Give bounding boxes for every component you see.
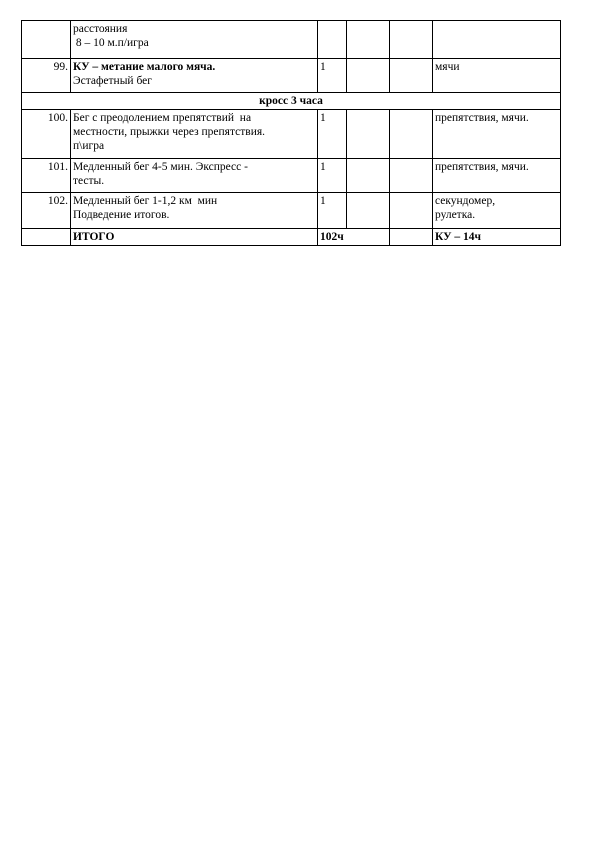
hours-cell: 1 xyxy=(318,110,347,159)
equipment-cell: секундомер, рулетка. xyxy=(433,193,561,229)
topic-line: Эстафетный бег xyxy=(73,75,152,87)
topic-line: КУ – метание малого мяча. xyxy=(73,61,216,73)
table-row xyxy=(22,159,561,193)
total-label: ИТОГО xyxy=(71,229,318,246)
table-row xyxy=(22,59,561,93)
topic-line: тесты. xyxy=(73,175,105,187)
table-row xyxy=(22,193,561,229)
lesson-topic xyxy=(71,159,318,193)
lesson-number: 101. xyxy=(22,159,71,193)
total-control-lessons: КУ – 14ч xyxy=(433,229,561,246)
hours-cell: 1 xyxy=(318,193,347,229)
date-fact-cell xyxy=(390,59,433,93)
topic-line: Подведение итогов. xyxy=(73,209,170,221)
date-fact-cell xyxy=(390,110,433,159)
date-plan-cell xyxy=(347,59,390,93)
table-row xyxy=(22,21,561,59)
lesson-number xyxy=(22,21,71,59)
section-row xyxy=(22,93,561,110)
date-fact-cell xyxy=(390,159,433,193)
date-plan-cell xyxy=(347,21,390,59)
topic-line: Медленный бег 1-1,2 км мин xyxy=(73,195,218,207)
date-plan-cell xyxy=(347,110,390,159)
hours-cell xyxy=(318,21,347,59)
date-plan-cell xyxy=(347,193,390,229)
hours-cell: 1 xyxy=(318,59,347,93)
total-row xyxy=(22,229,561,246)
lesson-number: 100. xyxy=(22,110,71,159)
topic-line: п\игра xyxy=(73,140,105,152)
lesson-number: 102. xyxy=(22,193,71,229)
topic-line: расстояния xyxy=(73,23,128,35)
topic-line: Медленный бег 4-5 мин. Экспресс - xyxy=(73,161,248,173)
date-fact-cell xyxy=(390,229,433,246)
topic-line: Бег с преодолением препятствий на xyxy=(73,112,252,124)
section-title: кросс 3 часа xyxy=(22,93,561,110)
lesson-topic xyxy=(71,59,318,93)
topic-line: местности, прыжки через препятствия. xyxy=(73,126,266,138)
lesson-number: 99. xyxy=(22,59,71,93)
equipment-cell: препятствия, мячи. xyxy=(433,159,561,193)
lesson-topic xyxy=(71,110,318,159)
date-plan-cell xyxy=(347,159,390,193)
lesson-plan-table xyxy=(21,20,561,246)
date-fact-cell xyxy=(390,193,433,229)
topic-line: 8 – 10 м.п/игра xyxy=(73,37,149,49)
hours-cell: 1 xyxy=(318,159,347,193)
equipment-cell: мячи xyxy=(433,59,561,93)
total-hours: 102ч xyxy=(318,229,390,246)
table-row xyxy=(22,110,561,159)
lesson-topic xyxy=(71,193,318,229)
date-fact-cell xyxy=(390,21,433,59)
lesson-number xyxy=(22,229,71,246)
equipment-cell xyxy=(433,21,561,59)
equipment-cell: препятствия, мячи. xyxy=(433,110,561,159)
lesson-topic xyxy=(71,21,318,59)
